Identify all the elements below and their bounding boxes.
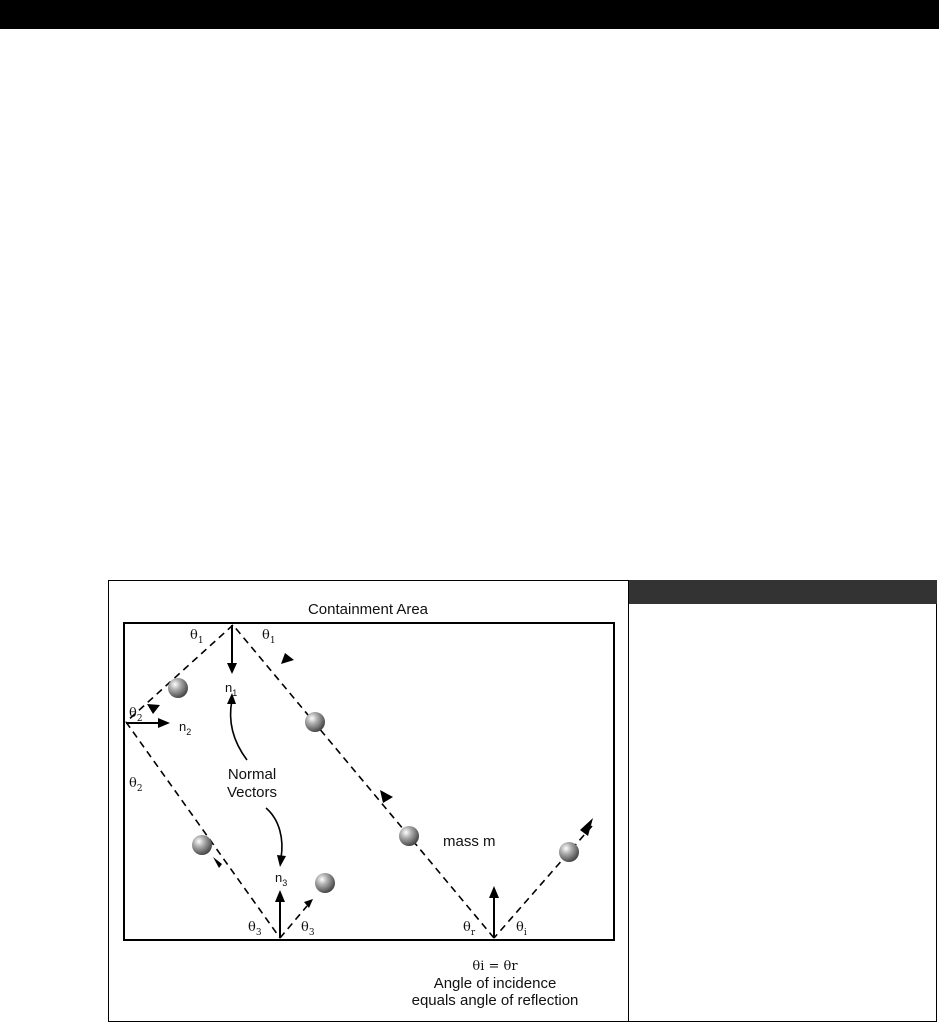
ball bbox=[559, 842, 579, 862]
containment-box bbox=[124, 623, 614, 940]
mass-m-label: mass m bbox=[443, 833, 496, 850]
theta-3-right-label: $\theta_3$ bbox=[301, 920, 315, 938]
ball bbox=[168, 678, 188, 698]
ball bbox=[192, 835, 212, 855]
theta-r-label: $\theta_r$ bbox=[463, 920, 476, 938]
theta-3-left-label: $\theta_3$ bbox=[248, 920, 262, 938]
theta-2-bottom-label: $\theta_2$ bbox=[129, 776, 143, 794]
n2-label: $n_2$ bbox=[179, 719, 192, 737]
theta-1-left-label: $\theta_1$ bbox=[190, 628, 204, 646]
ball-trajectory bbox=[126, 625, 592, 938]
ball bbox=[399, 826, 419, 846]
theta-2-top-label: $\theta_2$ bbox=[129, 706, 143, 724]
normal-vectors-label-line2: Vectors bbox=[226, 784, 278, 801]
theta-1-right-label: $\theta_1$ bbox=[262, 628, 276, 646]
caption-line1: Angle of incidence bbox=[433, 975, 557, 992]
normal-vectors bbox=[126, 625, 499, 938]
ball bbox=[305, 712, 325, 732]
n1-label: $n_1$ bbox=[225, 680, 238, 698]
caption-equation: θi = θr bbox=[472, 959, 518, 974]
theta-i-label: $\theta_i$ bbox=[516, 920, 527, 938]
normal-vectors-label-line1: Normal bbox=[227, 766, 277, 783]
containment-area-title: Containment Area bbox=[307, 601, 429, 618]
trajectory-arrowheads bbox=[147, 653, 593, 908]
ball bbox=[315, 873, 335, 893]
n3-label: $n_3$ bbox=[275, 870, 288, 888]
caption-line2: equals angle of reflection bbox=[411, 992, 579, 1009]
